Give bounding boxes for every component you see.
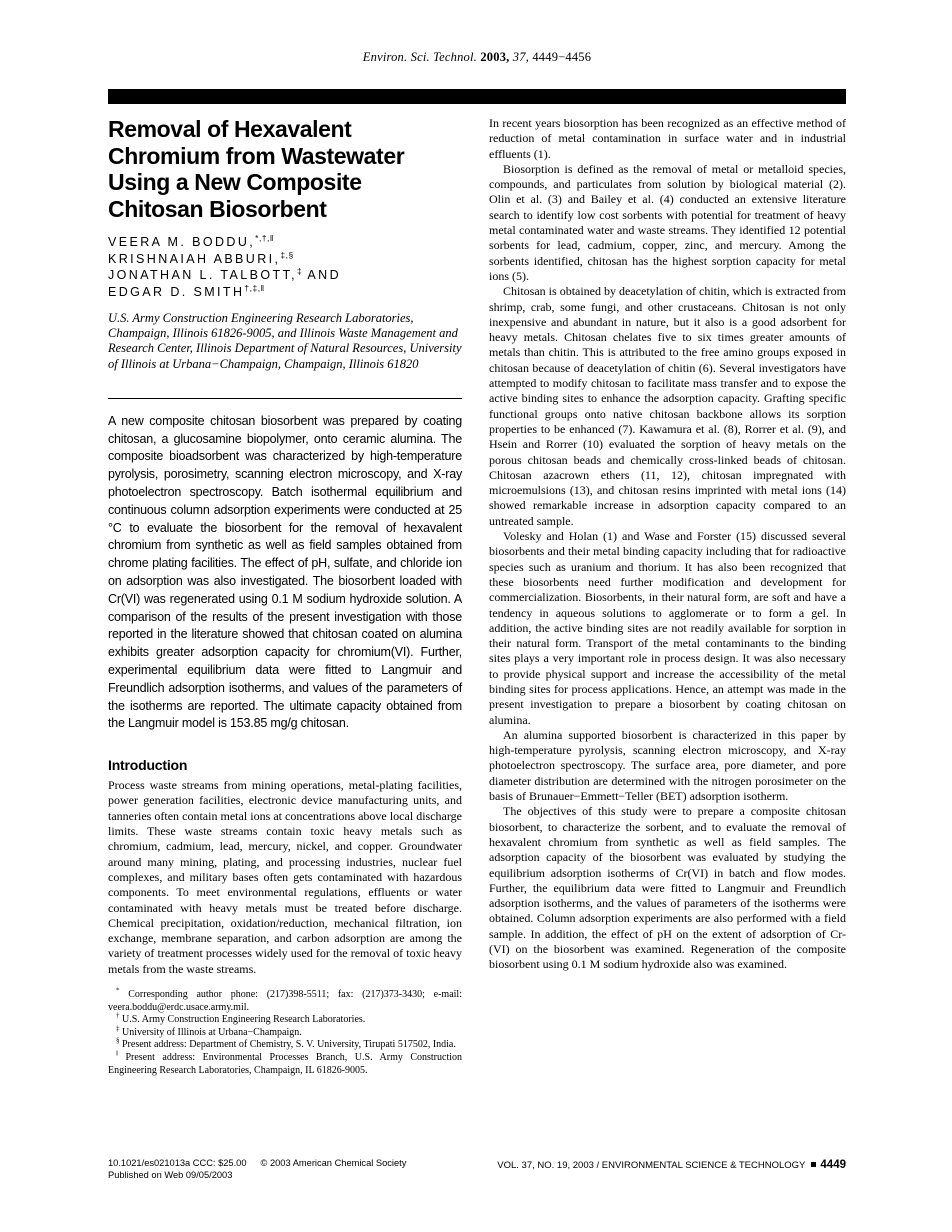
footnote-text: Corresponding author phone: (217)398-5511; fax: (217)373-3430; e-mail: veera.boddu@erdc.usace.army.mil. <box>108 989 462 1013</box>
affiliation: U.S. Army Construction Engineering Research Laboratories, Champaign, Illinois 61826-9005, and Illinois Waste Management and Research Center, Illinois Department of Natural Resources, University of Illinois at Urbana−Champaign, Champaign, Illinois 61820 <box>108 311 462 371</box>
section-heading-introduction: Introduction <box>108 757 188 774</box>
footnote-text: Present address: Department of Chemistry, S. V. University, Tirupati 517502, India. <box>119 1039 456 1051</box>
footer-right <box>497 1158 846 1171</box>
footer-copyright: © 2003 American Chemical Society <box>260 1158 407 1168</box>
body-paragraph: Volesky and Holan (1) and Wase and Forster (15) discussed several biosorbents and their metal binding capacity including that for radioactive species such as uranium and thorium. It has also been recognized that these biosorbents need further modification and development for commercialization. Biosorbents, in their natural form, are soft and have a tendency in aqueous solutions to agglomerate or to form a gel. In addition, the active binding sites are not readily available for sorption in their natural form. Transport of the metal contaminants to the binding sites plays a very important role in process design. It was also necessary to provide physical support and increase the accessibility of the metal binding sites for process applications. Hence, an attempt was made in the present investigation to prepare a biosorbent by coating chitosan on alumina. <box>489 529 846 727</box>
footnote-mark: ‡ <box>116 1024 120 1033</box>
author-name: JONATHAN L. TALBOTT, <box>108 268 297 282</box>
body-paragraph: Chitosan is obtained by deacetylation of chitin, which is extracted from shrimp, crab, some fungi, and other crustaceans. Chitosan is not only inexpensive and abundant in nature, but it also is a good adsorbent for heavy metals. Chitosan chelates five to six times greater amounts of metals than chitin. This is attributed to the free amino groups exposed in chitosan because of deacetylation of chitin (6). Several investigators have attempted to modify chitosan to facilitate mass transfer and to expose the active binding sites to enhance the adsorption capacity. Grafting specific functional groups onto native chitosan backbone allows its sorption properties to be enhanced (7). Kawamura et al. (8), Rorrer et al. (9), and Hsein and Rorrer (10) evaluated the sorption of heavy metals on the porous chitosan beads and chemically cross-linked beads of chitosan. Chitosan azacrown ethers (11, 12), chitosan impregnated with microemulsions (13), and chitosan resins imprinted with metal ions (14) showed remarkable increase in adsorption capacity compared to an untreated sample. <box>489 284 846 528</box>
footnote-present-address-1 <box>108 1039 462 1052</box>
page-footer <box>108 1158 846 1181</box>
author-marks: ‡,§ <box>280 249 294 260</box>
left-column <box>108 116 462 1077</box>
article-title: Removal of Hexavalent Chromium from Wastewater Using a New Composite Chitosan Biosorbent <box>108 116 405 222</box>
journal-pages: 4449−4456 <box>532 50 592 64</box>
footnote-affiliation-ddagger <box>108 1024 462 1040</box>
footnote-corresponding-author <box>108 986 462 1014</box>
author-name: VEERA M. BODDU, <box>108 235 256 249</box>
author-marks: ‡ <box>297 265 303 276</box>
body-paragraph: In recent years biosorption has been recognized as an effective method of reduction of metal contamination in surface water and in industrial effluents (1). <box>489 116 846 161</box>
author-marks: †,‡,‖ <box>244 282 265 293</box>
footnote-mark: † <box>116 1011 120 1020</box>
footer-doi-line <box>108 1158 406 1170</box>
author-line <box>108 234 462 251</box>
footer-doi-ccc: 10.1021/es021013a CCC: $25.00 <box>108 1158 247 1168</box>
footnote-affiliation-dagger <box>108 1011 462 1027</box>
footer-journal-line: VOL. 37, NO. 19, 2003 / ENVIRONMENTAL SCIENCE & TECHNOLOGY <box>497 1160 806 1171</box>
right-column <box>489 116 846 1077</box>
footer-left <box>108 1158 406 1181</box>
page-content <box>108 50 846 1077</box>
journal-volume: 37, <box>512 50 530 64</box>
abstract: A new composite chitosan biosorbent was prepared by coating chitosan, a glucosamine biopolymer, onto ceramic alumina. The composite bioadsorbent was characterized by high-temperature pyrolysis, porosimetry, scanning electron microscopy, and X-ray photoelectron spectroscopy. Batch isothermal equilibrium and continuous column adsorption experiments were conducted at 25 °C to evaluate the biosorbent for the removal of hexavalent chromium from synthetic as well as field samples obtained from chrome plating facilities. The effect of pH, sulfate, and chloride ion on adsorption was also investigated. The biosorbent loaded with Cr(VI) was regenerated using 0.1 M sodium hydroxide solution. A comparison of the results of the present investigation with those reported in the literature showed that chitosan coated on alumina exhibits greater adsorption capacity for chromium(VI). Further, experimental equilibrium data were fitted to Langmuir and Freundlich adsorption isotherms, and values of the parameters of the isotherms are reported. The ultimate capacity obtained from the Langmuir model is 153.85 mg/g chitosan. <box>108 413 462 731</box>
running-head <box>108 50 846 65</box>
introduction-paragraph: Process waste streams from mining operations, metal-plating facilities, power generation facilities, electronic device manufacturing units, and tanneries often contain metal ions at concentrations above local discharge limits. These waste streams contain toxic heavy metals such as chromium, cadmium, lead, mercury, nickel, and copper. Groundwater around many mining, plating, and processing industries, nuclear fuel complexes, and military bases often gets contaminated with hazardous components. To meet environmental regulations, effluents or water contaminated with heavy metals must be treated before discharge. Chemical precipitation, oxidation/reduction, mechanical filtration, ion exchange, membrane separation, and carbon adsorption are among the variety of treatment processes widely used for the removal of toxic heavy metals from the waste streams. <box>108 778 462 976</box>
footnotes <box>108 986 462 1077</box>
author-line <box>108 284 462 301</box>
body-paragraph: An alumina supported biosorbent is characterized in this paper by high-temperature pyrolysis, scanning electron microscopy, and X-ray photoelectron spectroscopy. The surface area, pore diameter, and pore diameter distribution are determined with the nitrogen porosimeter on the basis of Brunauer−Emmett−Teller (BET) adsorption isotherm. <box>489 727 846 804</box>
body-paragraph: The objectives of this study were to prepare a composite chitosan biosorbent, to characterize the sorbent, and to evaluate the removal of hexavalent chromium from synthetic as well as field samples. The adsorption capacity of the biosorbent was evaluated by studying the equilibrium adsorption isotherms of Cr(VI) in batch and flow modes. Further, the equilibrium data were fitted to Langmuir and Freundlich adsorption isotherms, and the values of parameters of the isotherms were obtained. Column adsorption experiments are also performed with a field sample. In addition, the effect of pH on the extent of adsorption of Cr-(VI) on the biosorbent was examined. Regeneration of the composite biosorbent using 0.1 M sodium hydroxide also was examined. <box>489 804 846 972</box>
footnote-mark: § <box>116 1037 120 1046</box>
author-list <box>108 234 462 300</box>
two-column-layout <box>108 116 846 1077</box>
author-name: EDGAR D. SMITH <box>108 284 245 299</box>
body-paragraph: Biosorption is defined as the removal of metal or metalloid species, compounds, and particulates from solution by biological material (2). Olin et al. (3) and Bailey et al. (4) conducted an extensive literature search to identify low cost sorbents with potential for treatment of heavy metal contaminated water and waste streams. They identified 12 potential sorbents for lead, cadmium, copper, zinc, and mercury. Among the sorbents identified, chitosan has the highest sorption capacity for metal ions (5). <box>489 161 846 283</box>
footnote-mark: ‖ <box>116 1049 118 1058</box>
footer-separator-square <box>811 1162 816 1167</box>
journal-name: Environ. Sci. Technol. <box>362 50 478 64</box>
footer-published-line: Published on Web 09/05/2003 <box>108 1169 233 1180</box>
footnote-text: Present address: Environmental Processes Branch, U.S. Army Construction Engineering Research Laboratories, Champaign, IL 61826-9005. <box>108 1051 462 1076</box>
author-line <box>108 267 462 284</box>
author-name: KRISHNAIAH ABBURI, <box>108 251 281 266</box>
footnote-mark: * <box>116 986 120 995</box>
footnote-text: U.S. Army Construction Engineering Research Laboratories. <box>119 1014 366 1026</box>
author-marks: *,†,‖ <box>255 232 274 243</box>
abstract-divider-rule <box>108 398 462 399</box>
author-suffix: AND <box>302 268 342 282</box>
footnote-present-address-2 <box>108 1049 462 1077</box>
title-rule-bar <box>108 89 846 104</box>
footer-page-number: 4449 <box>820 1159 846 1171</box>
footnote-text: University of Illinois at Urbana−Champaign. <box>119 1026 302 1038</box>
author-line <box>108 251 462 268</box>
journal-year: 2003, <box>480 50 510 64</box>
